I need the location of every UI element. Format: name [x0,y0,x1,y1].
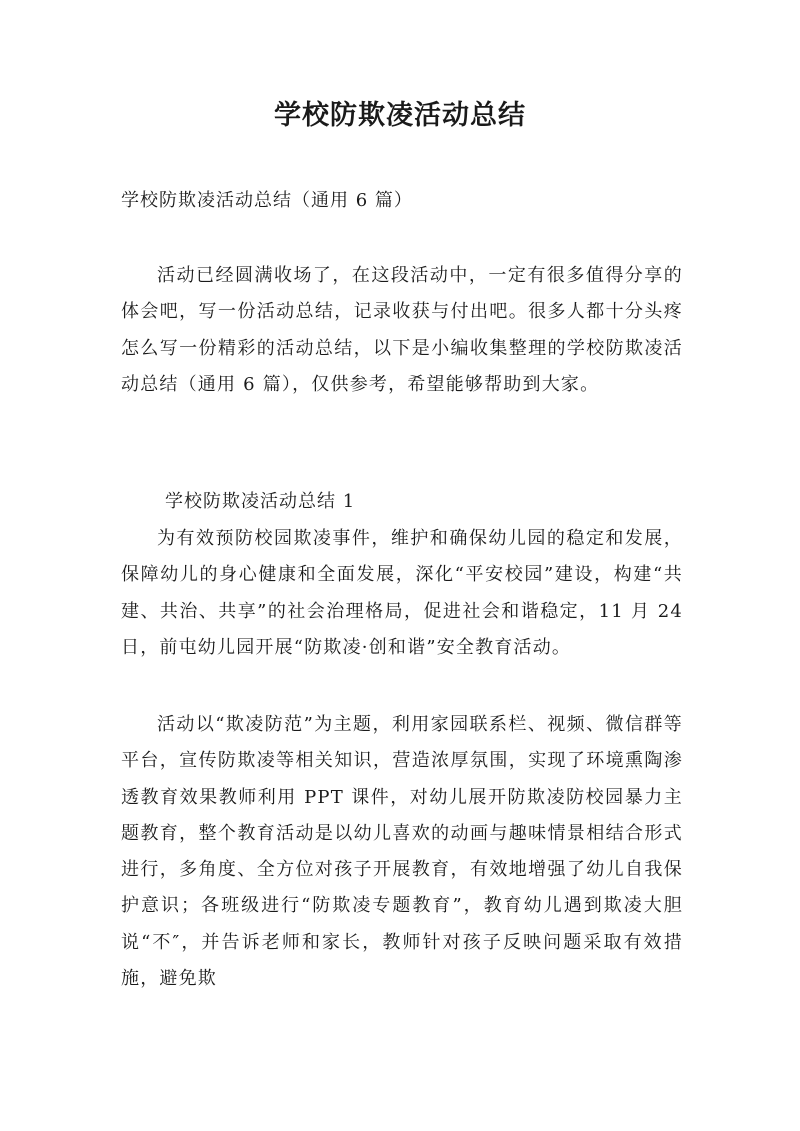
body-paragraph-2: 活动以“欺凌防范”为主题，利用家园联系栏、视频、微信群等平台，宣传防欺凌等相关知识，营造浓厚氛围，实现了环境熏陶渗透教育效果教师利用 PPT 课件，对幼儿展开防欺凌防校园暴力主题教育，整个教育活动是以幼儿喜欢的动画与趣味情景相结合形式进行，多角度、全方位对孩子开展教育，有效地增强了幼儿自我保护意识；各班级进行“防欺凌专题教育”，教育幼儿遇到欺凌大胆说“不″，并告诉老师和家长，教师针对孩子反映问题采取有效措施，避免欺 [121,714,683,990]
document-title: 学校防欺凌活动总结 [274,100,526,131]
document-subtitle: 学校防欺凌活动总结（通用 6 篇） [121,190,413,211]
intro-paragraph: 活动已经圆满收场了，在这段活动中，一定有很多值得分享的体会吧，写一份活动总结，记录收获与付出吧。很多人都十分头疼怎么写一份精彩的活动总结，以下是小编收集整理的学校防欺凌活动总结（通用 6 篇），仅供参考，希望能够帮助到大家。 [121,265,683,395]
section-heading: 学校防欺凌活动总结 1 [165,491,356,512]
body-paragraph-1: 为有效预防校园欺凌事件，维护和确保幼儿园的稳定和发展，保障幼儿的身心健康和全面发展，深化“平安校园”建设，构建“共建、共治、共享”的社会治理格局，促进社会和谐稳定，11 月 24 日，前屯幼儿园开展“防欺凌·创和谐”安全教育活动。 [121,528,683,658]
